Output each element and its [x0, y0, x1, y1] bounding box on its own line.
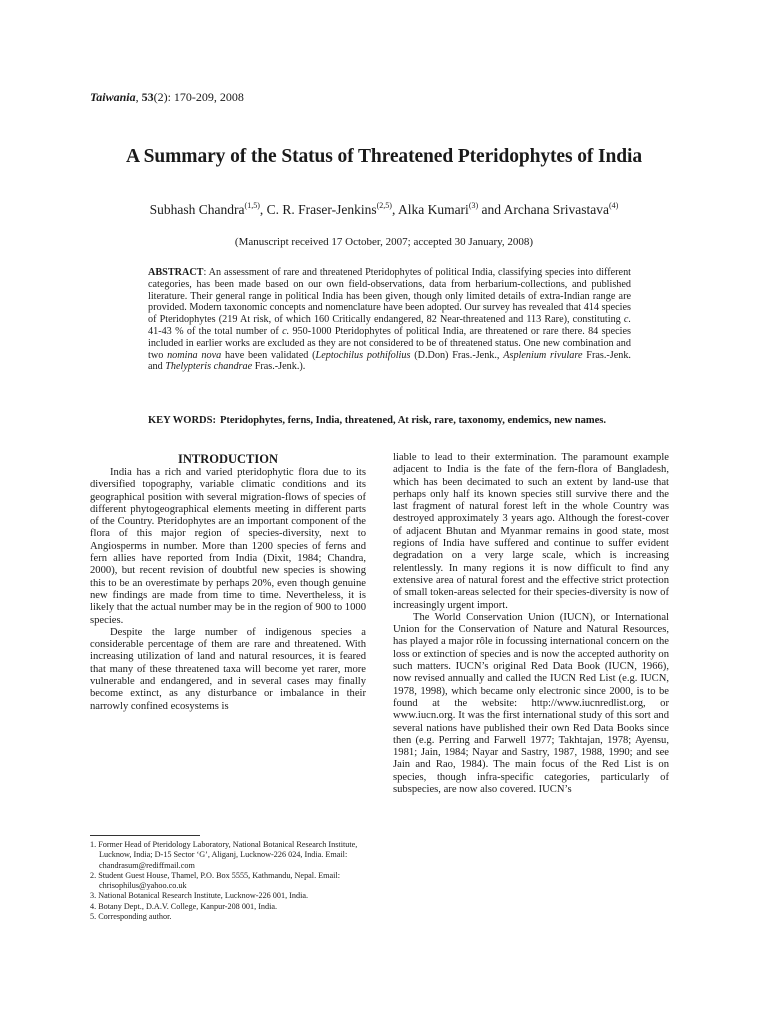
footnote: 3. National Botanical Research Institute, Lucknow-226 001, India.	[90, 891, 309, 901]
footnote: 4. Botany Dept., D.A.V. College, Kanpur-208 001, India.	[90, 901, 278, 911]
species-name: Leptochilus pothifolius	[315, 349, 411, 361]
species-name: Thelypteris chandrae	[165, 361, 253, 373]
footnotes	[90, 840, 370, 922]
abstract-text: (D.Don) Fras.-Jenk.,	[410, 349, 504, 361]
paper-title: A Summary of the Status of Threatened Pteridophytes of India	[125, 146, 642, 167]
journal-comma: ,	[135, 90, 142, 104]
footnote-divider	[90, 835, 200, 836]
abstract-text: Fras.-Jenk.).	[252, 361, 306, 373]
abstract-label: ABSTRACT	[148, 267, 204, 278]
keywords-text: Pteridophytes, ferns, India, threatened, At risk, rare, taxonomy, endemics, new names.	[219, 415, 607, 426]
abstract-text: 950-1000 Pteridophytes of political India, are threatened or rare there. 84 species included in earlier works are excluded as they are not considered to be of threatened status. One new combination and two	[148, 325, 631, 361]
author-list	[0, 201, 768, 218]
abstract-text: Fras.-Jenk. and	[148, 349, 631, 373]
author-name: Archana Srivastava	[503, 202, 609, 217]
journal-name: Taiwania	[90, 90, 136, 104]
abstract-text: : An assessment of rare and threatened Pteridophytes of political India, classifying species into different categories, has been made based on our own field-observations, data from herbarium-collections, and published literature. Their general range in political India has been given, though only limited details of extra-Indian range are provided. Modern taxonomic concepts and nomenclature have been adopted. Our survey has revealed that 414 species of Pteridophytes (219 At risk, of which 160 Critically endangered, 82 Near-threatened and 113 Rare), constituting	[148, 267, 631, 326]
author-affiliation: (4)	[608, 201, 619, 210]
author-name: Subhash Chandra	[149, 202, 245, 217]
author-separator: ,	[259, 202, 267, 217]
paragraph: Despite the large number of indigenous species a considerable percentage of them are rare and threatened. With increasing utilization of land and natural resources, it is feared that many of these threatened taxa will become yet rarer, more vulnerable and endangered, and in several cases may finally become extinct, as any disturbance or imbalance in their narrowly confined ecosystems is	[90, 626, 366, 712]
keywords	[148, 414, 631, 427]
footnote: 5. Corresponding author.	[90, 912, 172, 922]
journal-citation	[90, 90, 244, 105]
author-separator: ,	[391, 202, 398, 217]
right-column	[393, 452, 669, 796]
author-separator: and	[478, 202, 504, 217]
section-heading: INTRODUCTION	[177, 452, 278, 466]
left-column	[90, 452, 366, 713]
footnote: 2. Student Guest House, Thamel, P.O. Box 5555, Kathmandu, Nepal. Email: chrisophilus@yahoo.co.uk	[90, 870, 340, 891]
keywords-label: KEY WORDS:	[148, 415, 216, 426]
paragraph: liable to lead to their extermination. The paramount example adjacent to India is the fate of the fern-flora of Bangladesh, which has been decimated to such an extent by land-use that perhaps only half its known species still survive there and the last fragment of natural forest left in the whole Country was destroyed approximately 3 years ago. Although the forest-cover of adjacent Bhutan and Myanmar remains in good state, most regions of India have suffered and continue to suffer evident degradation on a very large scale, which is increasing relentlessly. In many regions it is now difficult to find any extensive area of natural forest and the effective strict protection of small token-areas selected for their species-diversity is now of increasingly urgent import.	[393, 452, 669, 611]
abstract-text: have been validated (	[221, 349, 316, 361]
manuscript-dates: (Manuscript received 17 October, 2007; accepted 30 January, 2008)	[234, 236, 534, 248]
journal-issue-pages: (2): 170-209, 2008	[153, 90, 244, 104]
abstract-text: 41-43 % of the total number of	[148, 325, 283, 337]
paragraph: The World Conservation Union (IUCN), or International Union for the Conservation of Nature and Natural Resources, has played a major rôle in focussing international concern on the loss or extinction of species and is now the accepted authority on such matters. IUCN’s original Red Data Book (IUCN, 1966), now revised annually and called the IUCN Red List (e.g. IUCN, 1978, 1998), which became only electronic since 2000, is to be found at the website: http://www.iucnredlist.org, or www.iucn.org. It was the first international study of this sort and several nations have published their own Red Data Books since then (e.g. Perring and Farwell 1977; Takhtajan, 1978; Ayensu, 1981; Jain, 1984; Nayar and Sastry, 1987, 1988, 1990; and see Jain and Rao, 1984). The main focus of the Red List is on species, though infra-specific categories, particularly of subspecies, are now also covered. IUCN’s	[393, 611, 669, 796]
paragraph: India has a rich and varied pteridophytic flora due to its diversified topography, variable climatic conditions and its geographical position with several migration-flows of species of different phytogeographical elements meeting in different parts of the Country. Pteridophytes are an important component of the flora of this major region of species-diversity, next to Angiosperms in number. More than 1200 species of ferns and fern allies have reported from India (Dixit, 1984; Chandra, 2000), but recent revision of doubtful new species is showing this to be an overestimate by perhaps 20%, even though genuine new findings are made from time to time. Nevertheless, it is likely that the actual number may be in the region of 900 to 1000 species.	[90, 467, 366, 626]
author-affiliation: (2,5)	[376, 201, 392, 210]
author-affiliation: (3)	[468, 201, 479, 210]
abstract	[148, 267, 631, 373]
journal-volume: 53	[141, 90, 154, 104]
species-name: Asplenium rivulare	[503, 349, 583, 361]
abstract-circa: c.	[623, 314, 631, 326]
author-name: Alka Kumari	[397, 202, 469, 217]
abstract-circa: c.	[282, 325, 290, 337]
footnote: 1. Former Head of Pteridology Laboratory, National Botanical Research Institute, Lucknow, India; D-15 Sector ‘G’, Aliganj, Lucknow-226 024, India. Email: chandrasum@rediffmail.com	[90, 840, 358, 870]
author-affiliation: (1,5)	[244, 201, 260, 210]
abstract-nomina-nova: nomina nova	[167, 349, 222, 361]
author-name: C. R. Fraser-Jenkins	[266, 202, 377, 217]
